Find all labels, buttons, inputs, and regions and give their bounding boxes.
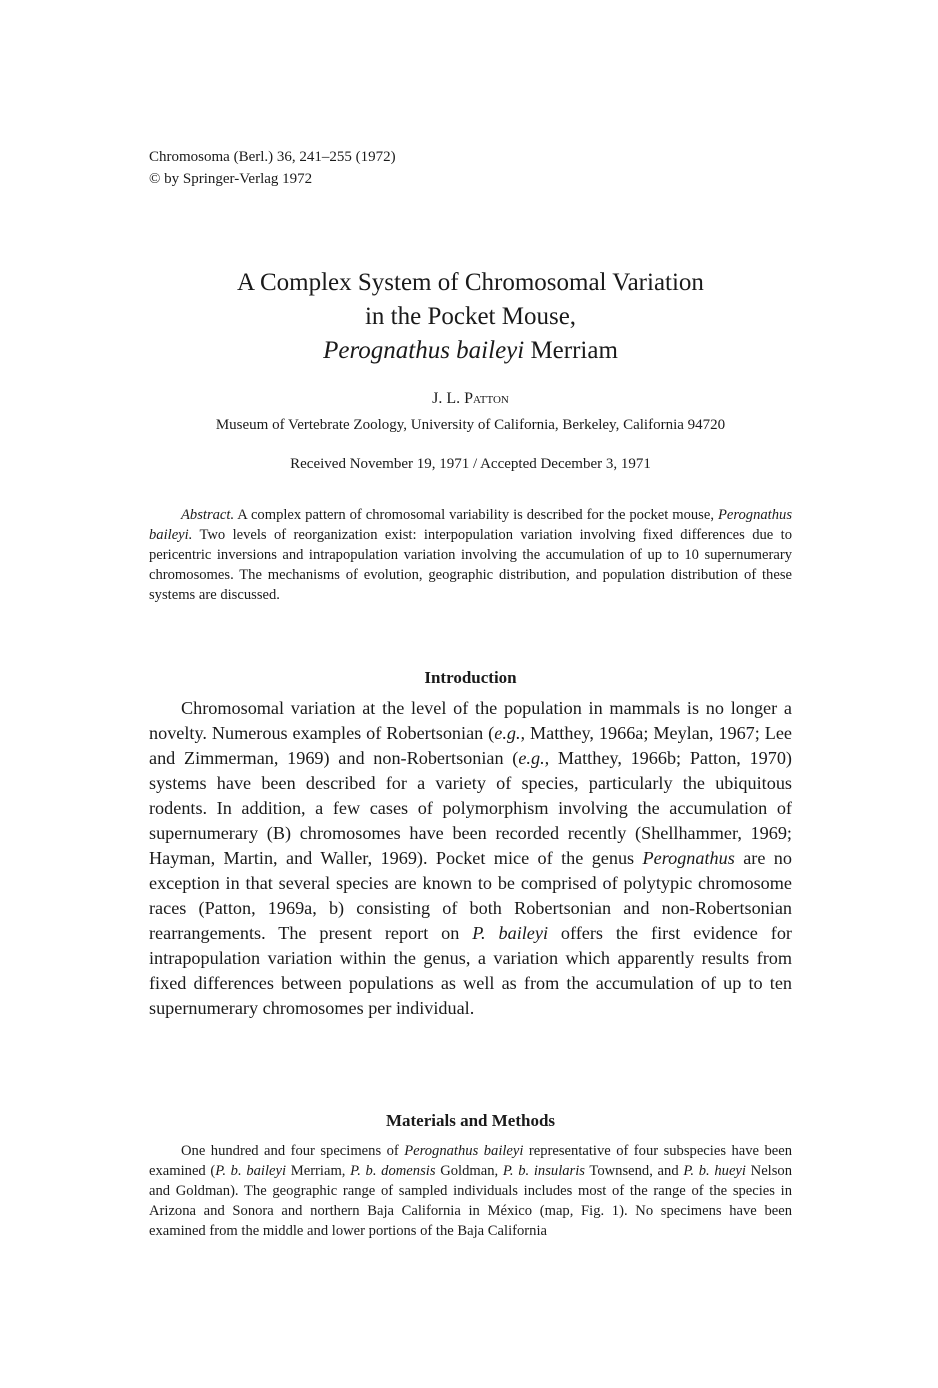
abstract: Abstract. A complex pattern of chromosomal variability is described for the pocket mouse, Perognathus baileyi. Two levels of reorganization exist: interpopulation variation involving fixed differences due to pericentric inversions and intrapopulation variation involving the accumulation of up to 10 supernumerary chromosomes. The mechanisms of evolution, geographic distribution, and population distribution of these systems are discussed. — [149, 507, 792, 603]
title-line-2: in the Pocket Mouse, — [364, 303, 577, 330]
methods-paragraph: One hundred and four specimens of Perognathus baileyi representative of four subspecies have been examined (P. b. baileyi Merriam, P. b. domensis Goldman, P. b. insularis Townsend, and P. b. hueyi Nelson and Goldman). The geographic range of sampled individuals includes most of the range of the species in Arizona and Sonora and northern Baja California in México (map, Fig. 1). No specimens have been examined from the middle and lower portions of the Baja California — [149, 1143, 793, 1239]
received-dates: Received November 19, 1971 / Accepted December 3, 1971 — [290, 456, 651, 472]
paper-title — [149, 266, 792, 368]
author-surname: Patton — [464, 390, 509, 407]
title-line-1: A Complex System of Chromosomal Variation — [237, 269, 704, 296]
copyright-line: © by Springer-Verlag 1972 — [149, 171, 313, 187]
title-line-3 — [149, 334, 792, 368]
author-line — [149, 390, 792, 408]
introduction-paragraph: Chromosomal variation at the level of the population in mammals is no longer a novelty. Numerous examples of Robertsonian (e.g., Matthey, 1966a; Meylan, 1967; Lee and Zimmerman, 1969) and non-Robertsonian (e.g., Matthey, 1966b; Patton, 1970) systems have been described for a variety of species, particularly the ubiquitous rodents. In addition, a few cases of polymorphism involving the accumulation of supernumerary (B) chromosomes have been recorded recently (Shellhammer, 1969; Hayman, Martin, and Waller, 1969). Pocket mice of the genus Perognathus are no exception in that several species are known to be comprised of polytypic chromosome races (Patton, 1969a, b) consisting of both Robertsonian and non-Robertsonian rearrangements. The present report on P. baileyi offers the first evidence for intrapopulation variation within the genus, a variation which apparently results from fixed differences between populations as well as from the accumulation of up to ten supernumerary chromosomes per individual. — [149, 698, 792, 1018]
title-authority: Merriam — [524, 337, 618, 364]
journal-citation: Chromosoma (Berl.) 36, 241–255 (1972) — [149, 149, 396, 165]
author-initials: J. L. — [432, 390, 465, 407]
introduction-heading: Introduction — [424, 668, 517, 687]
journal-header — [149, 146, 396, 190]
methods-heading: Materials and Methods — [385, 1111, 556, 1130]
abstract-label: Abstract. — [181, 507, 235, 523]
title-species: Perognathus baileyi — [323, 337, 525, 364]
affiliation: Museum of Vertebrate Zoology, University of California, Berkeley, California 94720 — [215, 417, 726, 433]
